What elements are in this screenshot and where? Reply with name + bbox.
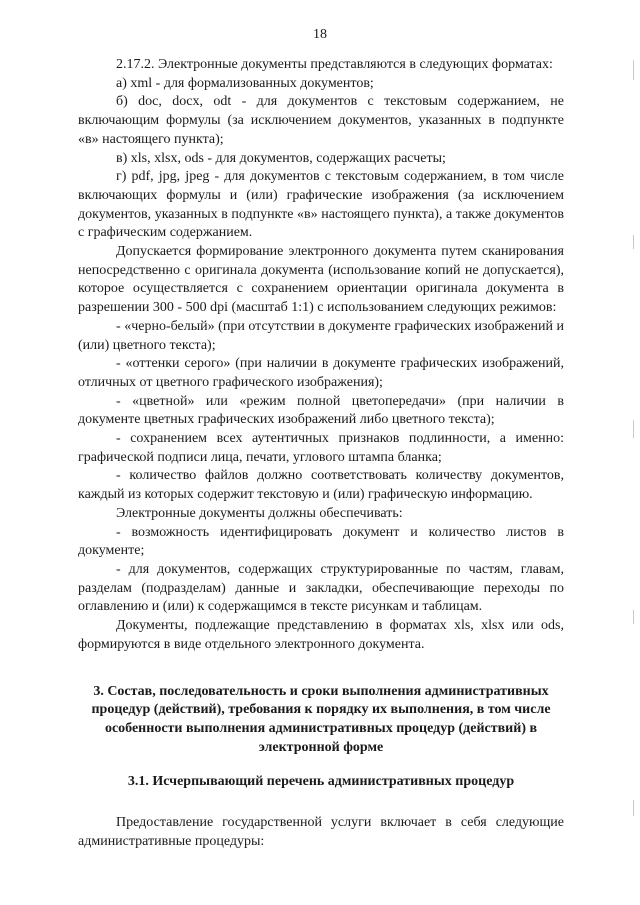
- page-number: 18: [313, 27, 327, 42]
- scan-mark: [633, 800, 634, 816]
- spreadsheet-paragraph: Документы, подлежащие представлению в форматах xls, xlsx или ods, формируются в виде отдельного электронного документа.: [78, 618, 564, 652]
- requirement-bookmarks: - для документов, содержащих структурированные по частям, главам, разделам (подразделам) данные и закладки, обеспечивающие переходы по оглавлению и (или) к содержащимся в тексте рисункам и таблицам.: [78, 561, 564, 615]
- paragraph-2-17-2: 2.17.2. Электронные документы представляются в следующих форматах:: [116, 57, 553, 72]
- requirement-identify: - возможность идентифицировать документ и количество листов в документе;: [78, 524, 564, 559]
- scan-edge-marks: [620, 0, 640, 905]
- section-3-heading: 3. Состав, последовательность и сроки выполнения административных процедур (действий), требования к порядку их выполнения, в том числе особенности выполнения административных процедур (действий) в электронной форме: [91, 683, 551, 755]
- scanning-paragraph: Допускается формирование электронного документа путем сканирования непосредственно с оригинала документа (использование копий не допускается), которое осуществляется с сохранением ориентации оригинала документа в разрешении 300 - 500 dpi (масштаб 1:1) с использованием следующих режимов:: [78, 244, 564, 316]
- mode-grayscale: - «оттенки серого» (при наличии в документе графических изображений, отличных от цветного графического изображения);: [78, 356, 564, 390]
- file-count-item: - количество файлов должно соответствовать количеству документов, каждый из которых содержит текстовую и (или) графическую информацию.: [78, 468, 564, 503]
- mode-color: - «цветной» или «режим полной цветопередачи» (при наличии в документе цветных графических изображений либо цветного текста);: [78, 393, 564, 428]
- scan-mark: [633, 60, 634, 80]
- format-item-g: г) pdf, jpg, jpeg - для документов с текстовым содержанием, в том числе включающих формулы и (или) графические изображения (за исключением документов, указанных в подпункте «в» настоящего пункта), а также документов с графическим содержанием.: [78, 169, 564, 241]
- section-3-1-heading: 3.1. Исчерпывающий перечень административных процедур: [127, 774, 515, 790]
- scan-mark: [633, 610, 634, 624]
- document-body: [78, 56, 564, 851]
- format-item-a: а) xml - для формализованных документов;: [116, 75, 374, 91]
- format-item-b: б) doc, docx, odt - для документов с текстовым содержанием, не включающим формулы (за исключением документов, указанных в подпункте «в» настоящего пункта);: [78, 94, 564, 147]
- requirements-intro: Электронные документы должны обеспечивать:: [116, 505, 403, 521]
- scan-mark: [633, 420, 634, 438]
- format-item-v: в) xls, xlsx, ods - для документов, содержащих расчеты;: [116, 150, 446, 166]
- procedures-intro-paragraph: Предоставление государственной услуги включает в себя следующие административные процедуры:: [78, 815, 564, 849]
- scan-mark: [633, 235, 634, 249]
- mode-bw: - «черно-белый» (при отсутствии в документе графических изображений и (или) цветного текста);: [78, 318, 564, 353]
- authenticity-item: - сохранением всех аутентичных признаков подлинности, а именно: графической подписи лица, печати, углового штампа бланка;: [78, 431, 564, 465]
